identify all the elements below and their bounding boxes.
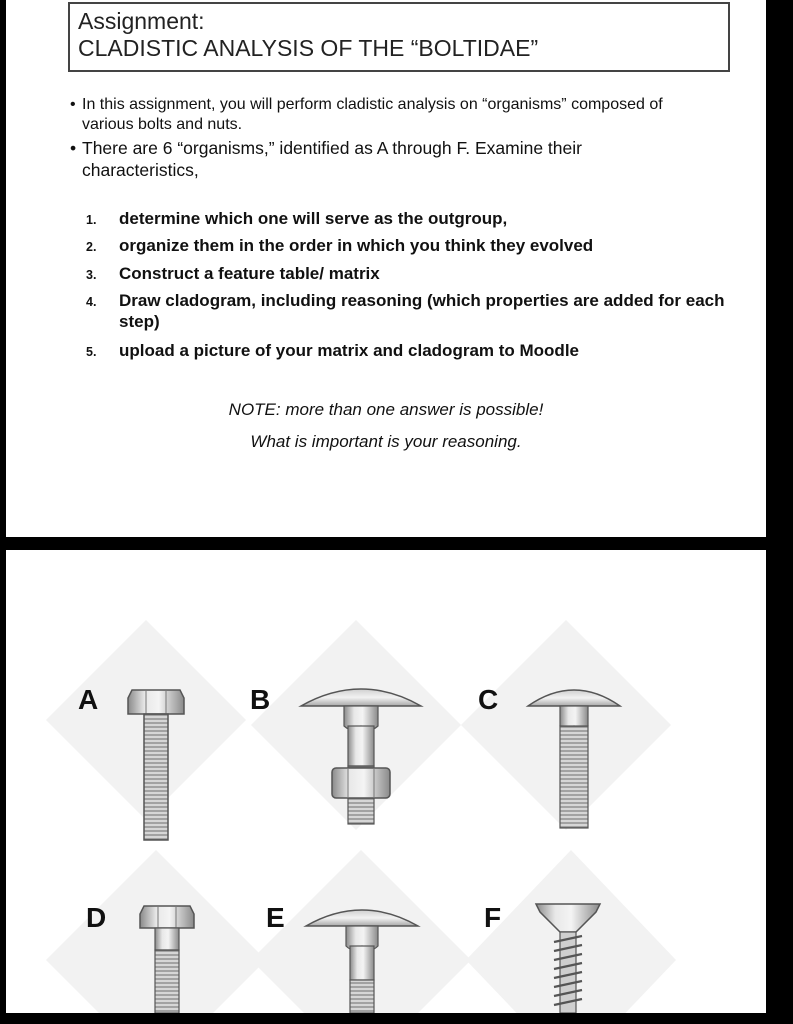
step-text: determine which one will serve as the outgroup, <box>119 209 508 228</box>
organisms-slide <box>6 550 766 1013</box>
organism-label-d: D <box>86 902 107 933</box>
organism-label-f: F <box>484 902 502 933</box>
bullet-text: In this assignment, you will perform cladistic analysis on “organisms” composed of various bolts and nuts. <box>82 96 663 133</box>
carriage-bolt-with-nut-icon <box>296 682 426 832</box>
step-text: organize them in the order in which you think they evolved <box>119 236 594 255</box>
step-text: Draw cladogram, including reasoning (which properties are added for each step) <box>119 291 725 331</box>
bullet-text: There are 6 “organisms,” identified as A through F. Examine their characteristics, <box>82 138 582 180</box>
step-number: 5. <box>86 345 97 359</box>
bullet-dot-icon: • <box>70 138 77 158</box>
organism-label-e: E <box>266 902 285 933</box>
carriage-bolt-icon <box>524 682 624 832</box>
bullet-dot-icon: • <box>70 96 76 113</box>
step-item <box>86 235 736 256</box>
step-item <box>86 340 736 361</box>
step-number: 1. <box>86 213 97 227</box>
step-number: 3. <box>86 268 97 282</box>
step-number: 2. <box>86 240 97 254</box>
organism-label-b: B <box>250 684 271 715</box>
hex-bolt-partial-thread-icon <box>136 902 206 1013</box>
step-item <box>86 290 736 332</box>
organism-label-c: C <box>478 684 499 715</box>
step-text: upload a picture of your matrix and cladogram to Moodle <box>119 341 579 360</box>
bullet-item <box>70 95 710 135</box>
assignment-slide <box>6 0 766 537</box>
note-line-1: NOTE: more than one answer is possible! <box>228 400 544 419</box>
organism-label-a: A <box>78 684 99 715</box>
hex-head-bolt-icon <box>126 686 186 846</box>
title-line-1: Assignment: <box>78 8 205 34</box>
step-item <box>86 208 736 229</box>
carriage-bolt-partial-thread-icon <box>302 902 422 1013</box>
step-item <box>86 263 736 284</box>
step-number: 4. <box>86 295 97 309</box>
bullet-item <box>70 137 670 181</box>
step-text: Construct a feature table/ matrix <box>119 264 380 283</box>
countersunk-screw-icon <box>534 902 604 1013</box>
note-line-2: What is important is your reasoning. <box>250 432 522 451</box>
title-box <box>68 2 730 72</box>
title-line-2: CLADISTIC ANALYSIS OF THE “BOLTIDAE” <box>78 35 539 61</box>
